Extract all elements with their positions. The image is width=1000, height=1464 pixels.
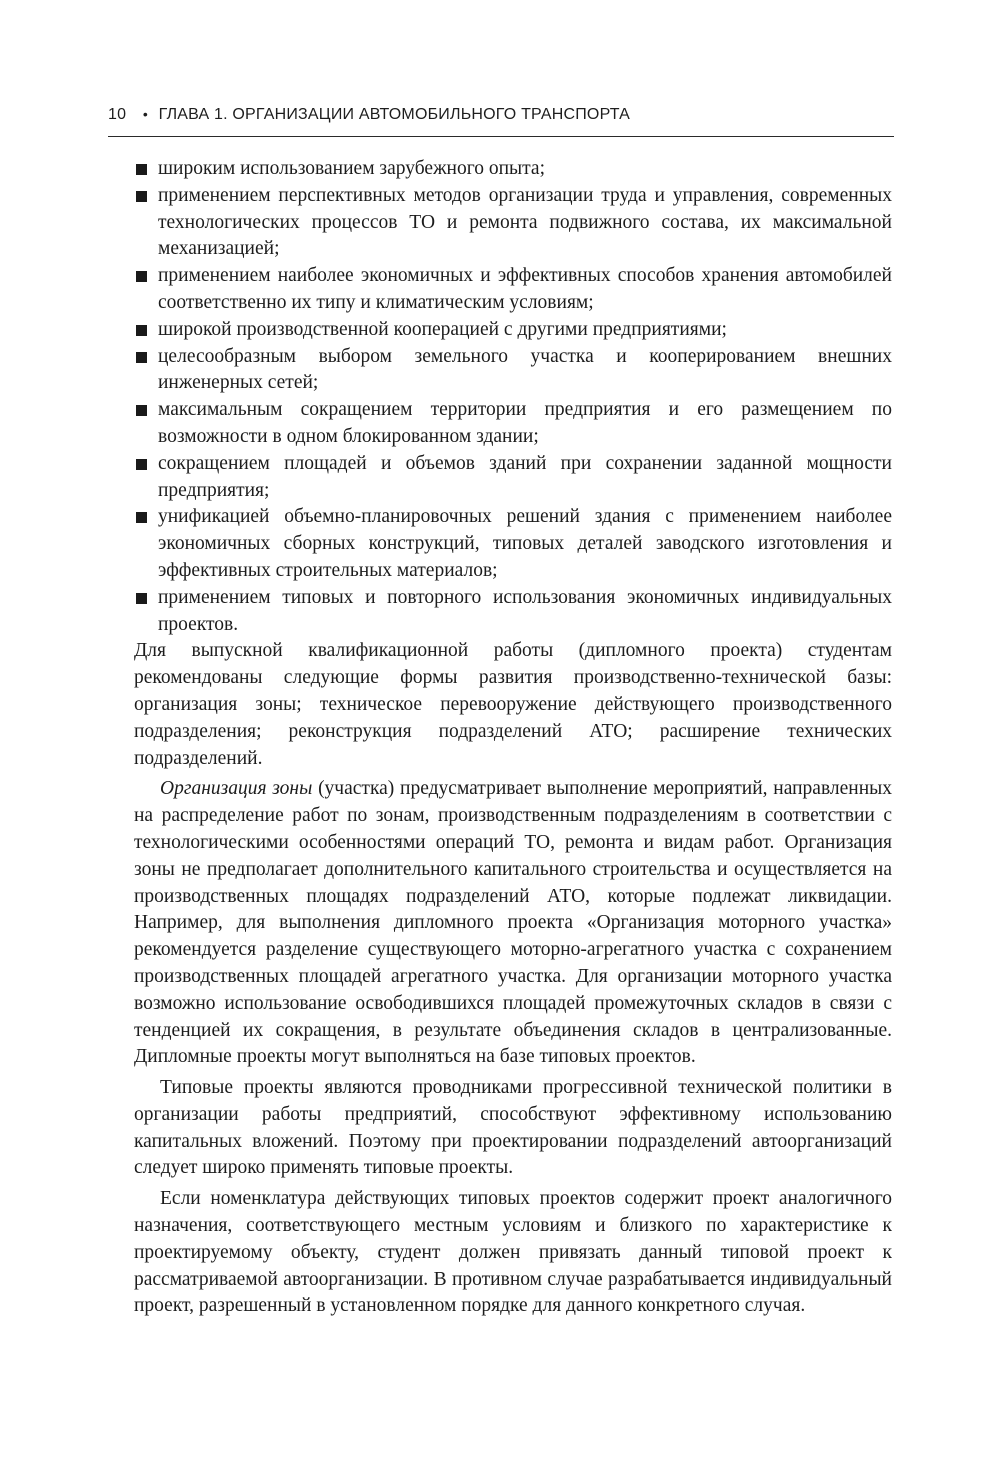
square-bullet-icon <box>136 352 147 363</box>
list-item-text: максимальным сокращением территории предприятия и его размещением по возможности в одном блокированном здании; <box>158 399 892 447</box>
list-item <box>130 263 892 317</box>
page-number: 10 <box>108 106 127 123</box>
list-item-text: широким использованием зарубежного опыта; <box>158 158 545 179</box>
list-item <box>130 397 892 451</box>
list-item <box>130 451 892 505</box>
square-bullet-icon <box>136 593 147 604</box>
list-item <box>130 183 892 263</box>
list-item <box>130 585 892 639</box>
header-separator: • <box>142 106 148 122</box>
list-item-text: применением типовых и повторного использования экономичных индивидуальных проектов. <box>158 586 892 635</box>
paragraph-zone-organization <box>134 776 892 1071</box>
list-item-text: целесообразным выбором земельного участка и кооперированием внешних инженерных сетей; <box>158 345 892 394</box>
paragraph-forms-of-development: Для выпускной квалификационной работы (дипломного проекта) студентам рекомендованы следующие формы развития производственно-технической базы: организация зоны; техническое перевооружение действующего производственного подразделения; реконструкция подразделений АТО; расширение технических подразделений. <box>134 640 892 769</box>
paragraph-zone-organization-text: (участка) предусматривает выполнение мероприятий, направленных на распределение работ по зонам, производственным подразделениям в соответствии с технологическими особенностями операций ТО, ремонта и видам работ. Организация зоны не предполагает дополнительного капитального строительства и осуществляется на производственных площадях подразделений АТО, которые подлежат ликвидации. Например, для выполнения дипломного проекта «Организация моторного участка» рекомендуется разделение существующего моторно-агрегатного участка с сохранением производственных площадей агрегатного участка. Для организации моторного участка возможно использование освободившихся площадей промежуточных складов в связи с тенденцией их сокращения, в результате объединения складов в централизованные. Дипломные проекты могут выполняться на базе типовых проектов. <box>134 778 892 1068</box>
paragraph-typical-projects: Типовые проекты являются проводниками прогрессивной технической политики в организации работы предприятий, способствуют эффективному использованию капитальных вложений. Поэтому при проектировании подразделений автоорганизаций следует широко применять типовые проекты. <box>134 1077 892 1179</box>
square-bullet-icon <box>136 512 147 523</box>
square-bullet-icon <box>136 164 147 175</box>
list-item-text: унификацией объемно-планировочных решений здания с применением наиболее экономичных сборных конструкций, типовых деталей заводского изготовления и эффективных строительных материалов; <box>158 506 892 581</box>
list-item <box>130 317 892 344</box>
list-item <box>130 344 892 398</box>
square-bullet-icon <box>136 191 147 202</box>
square-bullet-icon <box>136 325 147 336</box>
bullet-list <box>134 156 892 638</box>
running-head <box>108 106 894 137</box>
list-item-text: применением наиболее экономичных и эффективных способов хранения автомобилей соответственно их типу и климатическим условиям; <box>158 265 892 313</box>
list-item-text: сокращением площадей и объемов зданий при сохранении заданной мощности предприятия; <box>158 452 892 501</box>
list-item-text: применением перспективных методов организации труда и управления, современных технологических процессов ТО и ремонта подвижного состава, их максимальной механизацией; <box>158 184 892 260</box>
body-text <box>134 156 892 1320</box>
square-bullet-icon <box>136 459 147 470</box>
chapter-title: ГЛАВА 1. ОРГАНИЗАЦИИ АВТОМОБИЛЬНОГО ТРАНСПОРТА <box>158 106 631 123</box>
square-bullet-icon <box>136 405 147 416</box>
square-bullet-icon <box>136 271 147 282</box>
list-item <box>130 504 892 584</box>
list-item-text: широкой производственной кооперацией с другими предприятиями; <box>158 318 727 340</box>
paragraph-individual-projects: Если номенклатура действующих типовых проектов содержит проект аналогичного назначения, соответствующего местным условиям и близкого по характеристике к проектируемому объекту, студент должен привязать данный типовой проект к рассматриваемой автоорганизации. В противном случае разрабатывается индивидуальный проект, разрешенный в установленном порядке для данного конкретного случая. <box>134 1188 892 1317</box>
list-item <box>130 156 892 183</box>
italic-term: Организация зоны <box>160 778 313 800</box>
